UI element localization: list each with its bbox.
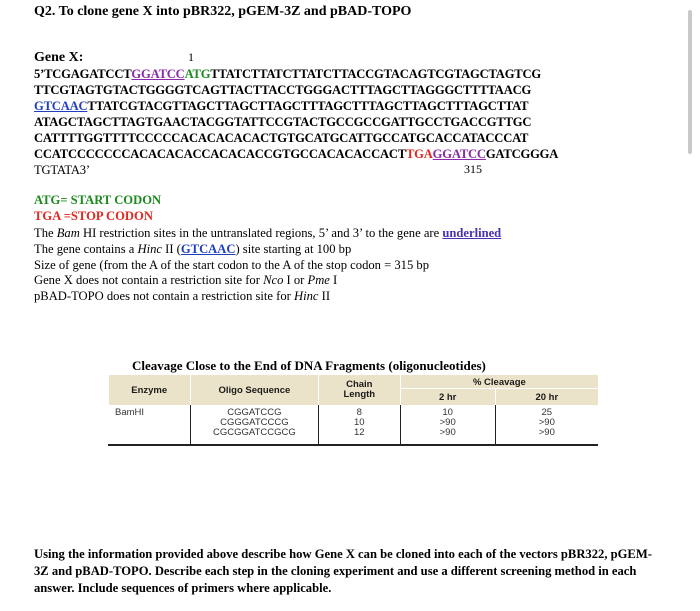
cell-enzyme: BamHI — [109, 405, 191, 445]
header-20-hr: 20 hr — [495, 389, 598, 406]
underlined-link: underlined — [442, 226, 502, 240]
note-gene-size: Size of gene (from the A of the start codon to the A of the stop codon = 315 bp — [34, 258, 429, 272]
stop-codon: TGA — [405, 147, 433, 161]
seq-line-1-rest: TTATCTTATCTTATCTTACCGTACAGTCGTAGCTAGTCG — [210, 67, 541, 81]
note-text: ) site starting at 100 bp — [235, 242, 352, 256]
note-italic: Nco — [263, 273, 284, 287]
position-marker-1: 1 — [188, 50, 194, 64]
note-italic: Pme — [307, 273, 330, 287]
table-row — [109, 405, 599, 445]
note-italic: Hinc — [137, 242, 162, 256]
sequence-line-1 — [34, 67, 541, 82]
header-percent-cleavage: % Cleavage — [400, 375, 598, 389]
note-text: The gene contains a — [34, 242, 138, 256]
cell-oligo-sequence: CGGATCCG CGGGATCCCG CGCGGATCCGCG — [190, 405, 318, 445]
bamhi-site-5prime: GGATCC — [131, 67, 185, 81]
sequence-line-5: CATTTTGGTTTTCCCCCACACACACACTGTGCATGCATTGCCATGCACCATACCCAT — [34, 131, 529, 145]
header-2-hr: 2 hr — [400, 389, 495, 406]
note-text: The — [34, 226, 57, 240]
note-italic: Hinc — [294, 289, 319, 303]
sequence-line-3 — [34, 99, 528, 114]
note-hincii-site — [34, 242, 351, 257]
legend-start-codon: ATG= START CODON — [34, 193, 162, 207]
scrollbar[interactable] — [688, 10, 692, 154]
seq-line-3-rest: TTATCGTACGTTAGCTTAGCTTAGCTTTAGCTTTAGCTTAGCTTTAGCTTAT — [87, 99, 529, 113]
cell-cleavage-2hr: 10 >90 >90 — [400, 405, 495, 445]
note-text: Gene X does not contain a restriction site for — [34, 273, 264, 287]
sequence-line-7: TGTATA3’ — [34, 163, 90, 177]
cell-cleavage-20hr: 25 >90 >90 — [538, 407, 555, 438]
seq-line-6-start: CCATCCCCCCCACACACACCACACACCGTGCCACACACCACT — [34, 147, 406, 161]
note-text: I — [329, 273, 338, 287]
note-text: I or — [283, 273, 308, 287]
final-question: Using the information provided above describe how Gene X can be cloned into each of the vectors pBR322, pGEM-3Z and pBAD-TOPO. Describe each step in the cloning experiment and use a different screening method in each answer. Include sequences of primers where applicable. — [34, 547, 652, 595]
hincii-site: GTCAAC — [34, 99, 88, 113]
seq-5prime-utr: 5’TCGAGATCCT — [34, 67, 132, 81]
bamhi-site-3prime: GGATCC — [432, 147, 486, 161]
note-text: pBAD-TOPO does not contain a restriction site for — [34, 289, 294, 303]
header-enzyme: Enzyme — [109, 375, 191, 405]
note-pbad-topo — [34, 289, 330, 304]
note-bamhi-sites — [34, 226, 501, 241]
hincii-sequence: GTCAAC — [180, 242, 236, 256]
question-title: Q2. To clone gene X into pBR322, pGEM-3Z and pBAD-TOPO — [34, 4, 412, 19]
gene-label: Gene X: — [34, 50, 84, 65]
sequence-line-4: ATAGCTAGCTTAGTGAACTACGGTATTCCGTACTGCCGCCGATTGCCTGACCGTTGC — [34, 115, 532, 129]
sequence-line-6 — [34, 147, 558, 162]
sequence-line-2: TTCGTAGTGTACTGGGGTCAGTTACTTACCTGGGACTTTAGCTTAGGGCTTTTAACG — [34, 83, 532, 97]
note-no-sites — [34, 273, 337, 288]
header-oligo-sequence: Oligo Sequence — [190, 375, 318, 405]
legend-stop-codon: TGA =STOP CODON — [34, 209, 153, 223]
note-italic: Bam — [56, 226, 80, 240]
cleavage-table — [108, 375, 598, 446]
table-title: Cleavage Close to the End of DNA Fragments (oligonucleotides) — [132, 358, 486, 373]
cell-chain-length: 8 10 12 — [318, 405, 400, 445]
note-text: HI restriction sites in the untranslated regions, 5’ and 3’ to the gene are — [79, 226, 443, 240]
seq-3prime-utr: GATCGGGA — [485, 147, 559, 161]
note-text: II ( — [162, 242, 181, 256]
header-chain-length: Chain Length — [318, 375, 400, 405]
position-marker-315: 315 — [464, 162, 482, 176]
note-text: II — [318, 289, 331, 303]
start-codon: ATG — [184, 67, 211, 81]
